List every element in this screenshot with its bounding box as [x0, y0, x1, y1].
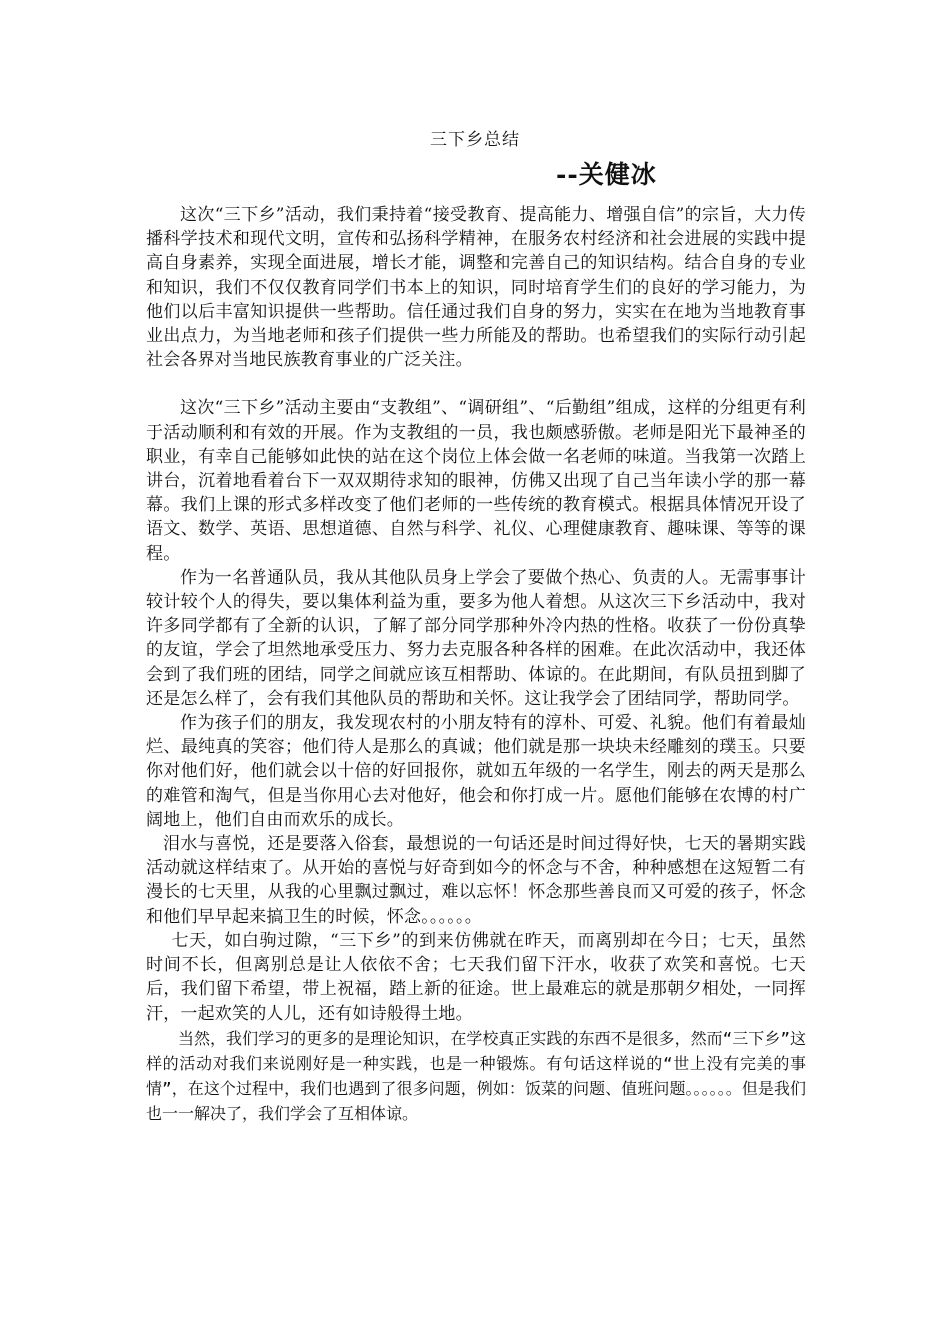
paragraph-children: 作为孩子们的朋友，我发现农村的小朋友特有的淳朴、可爱、礼貌。他们有着最灿烂、最纯真的笑容；他们待人是那么的真诚；他们就是那一块块未经雕刻的璞玉。只要你对他们好，他们就会以十倍的好回报你，就如五年级的一名学生，刚去的两天是那么的难管和淘气，但是当你用心去对他好，他会和你打成一片。愿他们能够在农博的村广阔地上，他们自由而欢乐的成长。: [146, 713, 806, 830]
paragraph-teaching-group: 这次“三下乡”活动主要由“支教组”、“调研组”、“后勤组”组成，这样的分组更有利于活动顺利和有效的开展。作为支教组的一员，我也颇感骄傲。老师是阳光下最神圣的职业，有幸自己能够如此快的站在这个岗位上体会做一名老师的味道。当我第一次踏上讲台，沉着地看着台下一双双期待求知的眼神，仿佛又出现了自己当年读小学的那一幕幕。我们上课的形式多样改变了他们老师的一些传统的教育模式。根据具体情况开设了语文、数学、英语、思想道德、自然与科学、礼仪、心理健康教育、趣味课、等等的课程。: [146, 398, 806, 564]
paragraph-gap: [146, 372, 806, 396]
paragraph-seven-days: 七天，如白驹过隙，“三下乡”的到来仿佛就在昨天，而离别却在今日；七天，虽然时间不长，但离别总是让人依依不舍；七天我们留下汗水，收获了欢笑和喜悦。七天后，我们留下希望，带上祝福，踏上新的征途。世上最难忘的就是那朝夕相处，一同挥汗，一起欢笑的人儿，还有如诗般得土地。: [146, 930, 806, 1024]
document-body: [146, 203, 806, 1126]
paragraph-purpose: 这次“三下乡”活动，我们秉持着“接受教育、提高能力、增强自信”的宗旨，大力传播科学技术和现代文明，宣传和弘扬科学精神，在服务农村经济和社会进展的实践中提高自身素养，实现全面进展，增长才能，调整和完善自己的知识结构。结合自身的专业和知识，我们不仅仅教育同学们书本上的知识，同时培育学生们的良好的学习能力，为他们以后丰富知识提供一些帮助。信任通过我们自身的努力，实实在在地为当地教育事业出点力，为当地老师和孩子们提供一些力所能及的帮助。也希望我们的实际行动引起社会各界对当地民族教育事业的广泛关注。: [146, 205, 806, 371]
paragraph-team-member: 作为一名普通队员，我从其他队员身上学会了要做个热心、负责的人。无需事事计较计较个人的得失，要以集体利益为重，要多为他人着想。从这次三下乡活动中，我对许多同学都有了全新的认识，了解了部分同学那种外冷内热的性格。收获了一份份真挚的友谊，学会了坦然地承受压力、努力去克服各种各样的困难。在此次活动中，我还体会到了我们班的团结，同学之间就应该互相帮助、体谅的。在此期间，有队员扭到脚了还是怎么样了，会有我们其他队员的帮助和关怀。这让我学会了团结同学，帮助同学。: [146, 567, 806, 709]
paragraph-tears-and-joy: 泪水与喜悦，还是要落入俗套，最想说的一句话还是时间过得好快，七天的暑期实践活动就这样结束了。从开始的喜悦与好奇到如今的怀念与不舍，种种感想在这短暂二有漫长的七天里，从我的心里飘过飘过，难以忘怀！怀念那些善良而又可爱的孩子，怀念和他们早早起来搞卫生的时候，怀念。。。。。。: [146, 834, 806, 927]
document-author: --关健冰: [556, 160, 657, 189]
document-title: 三下乡总结: [430, 130, 520, 150]
paragraph-practice: 当然，我们学习的更多的是理论知识，在学校真正实践的东西不是很多，然而“三下乡”这样的活动对我们来说刚好是一种实践，也是一种锻炼。有句话这样说的“世上没有完美的事情”，在这个过程中，我们也遇到了很多问题，例如：饭菜的问题、值班问题。。。。。。但是我们也一一解决了，我们学会了互相体谅。: [146, 1028, 806, 1123]
